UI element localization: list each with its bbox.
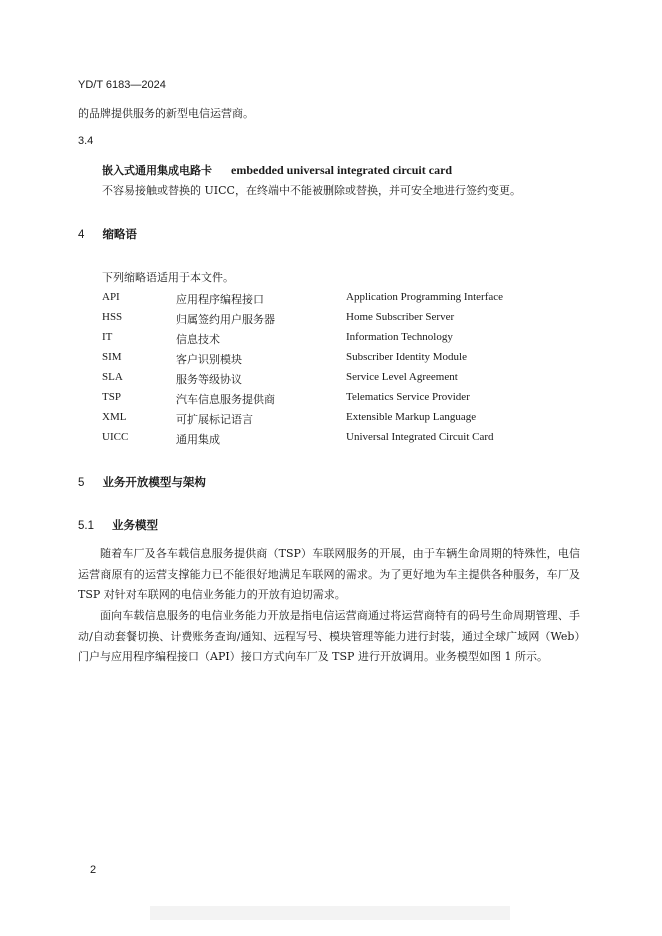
section-5-title: 业务开放模型与架构 <box>102 475 206 489</box>
abbreviation-code: SLA <box>102 371 123 383</box>
abbreviation-chinese: 服务等级协议 <box>176 373 242 386</box>
abbreviation-chinese: 通用集成 <box>176 433 220 446</box>
abbreviation-row <box>102 391 572 411</box>
term-title-cn: 嵌入式通用集成电路卡 <box>102 164 212 177</box>
abbreviation-row <box>102 291 572 311</box>
abbreviation-chinese: 汽车信息服务提供商 <box>176 393 275 406</box>
section-5-1-number: 5.1 <box>78 520 94 532</box>
abbreviation-row <box>102 351 572 371</box>
page-number: 2 <box>90 864 97 876</box>
abbreviation-english: Service Level Agreement <box>346 371 458 383</box>
abbreviation-chinese: 可扩展标记语言 <box>176 413 253 426</box>
doc-id-header: YD/T 6183—2024 <box>78 79 166 91</box>
abbreviation-english: Universal Integrated Circuit Card <box>346 431 494 443</box>
section-4-title: 缩略语 <box>102 227 137 241</box>
abbreviation-row <box>102 431 572 451</box>
abbreviation-row <box>102 411 572 431</box>
section-5-heading <box>78 474 206 490</box>
abbreviation-english: Information Technology <box>346 331 453 343</box>
abbreviation-english: Telematics Service Provider <box>346 391 470 403</box>
term-definition: 不容易接触或替换的 UICC，在终端中不能被删除或替换，并可安全地进行签约变更。 <box>102 184 521 197</box>
abbreviation-code: IT <box>102 331 113 343</box>
term-title-en: embedded universal integrated circuit card <box>231 163 453 177</box>
abbreviation-code: XML <box>102 411 127 423</box>
continuation-text: 的品牌提供服务的新型电信运营商。 <box>78 107 254 120</box>
abbreviation-code: SIM <box>102 351 122 363</box>
abbreviation-chinese: 应用程序编程接口 <box>176 293 264 306</box>
faint-footer-watermark <box>150 906 510 920</box>
section-5-1-heading <box>78 517 158 533</box>
term-number: 3.4 <box>78 135 94 147</box>
abbreviation-code: TSP <box>102 391 121 403</box>
abbreviation-code: UICC <box>102 431 129 443</box>
abbreviation-row <box>102 311 572 331</box>
abbreviation-english: Extensible Markup Language <box>346 411 477 423</box>
body-paragraph: 随着车厂及各车载信息服务提供商（TSP）车联网服务的开展，由于车辆生命周期的特殊性，电信运营商原有的运营支撑能力已不能很好地满足车联网的需求。为了更好地为车主提供各种服务，车厂及TSP 对针对车联网的电信业务能力的开放有迫切需求。 <box>78 547 580 601</box>
abbreviations-intro: 下列缩略语适用于本文件。 <box>102 271 234 284</box>
abbreviation-chinese: 归属签约用户服务器 <box>176 313 275 326</box>
abbreviation-code: HSS <box>102 311 123 323</box>
abbreviation-chinese: 信息技术 <box>176 333 220 346</box>
section-5-number: 5 <box>78 477 85 489</box>
abbreviation-code: API <box>102 291 120 303</box>
abbreviation-english: Subscriber Identity Module <box>346 351 467 363</box>
section-4-number: 4 <box>78 229 85 241</box>
abbreviation-english: Application Programming Interface <box>346 291 504 303</box>
term-title <box>102 162 452 178</box>
abbreviation-row <box>102 331 572 351</box>
body-paragraph: 面向车载信息服务的电信业务能力开放是指电信运营商通过将运营商特有的码号生命周期管理、手动/自动套餐切换、计费账务查询/通知、远程写号、模块管理等能力进行封装，通过全球广域网（Web）门户与应用程序编程接口（API）接口方式向车厂及 TSP 进行开放调用。业务模型如图 1 所示。 <box>78 609 580 663</box>
section-5-1-title: 业务模型 <box>112 518 159 532</box>
abbreviation-chinese: 客户识别模块 <box>176 353 242 366</box>
abbreviation-row <box>102 371 572 391</box>
section-4-heading <box>78 226 137 242</box>
abbreviation-english: Home Subscriber Server <box>346 311 455 323</box>
